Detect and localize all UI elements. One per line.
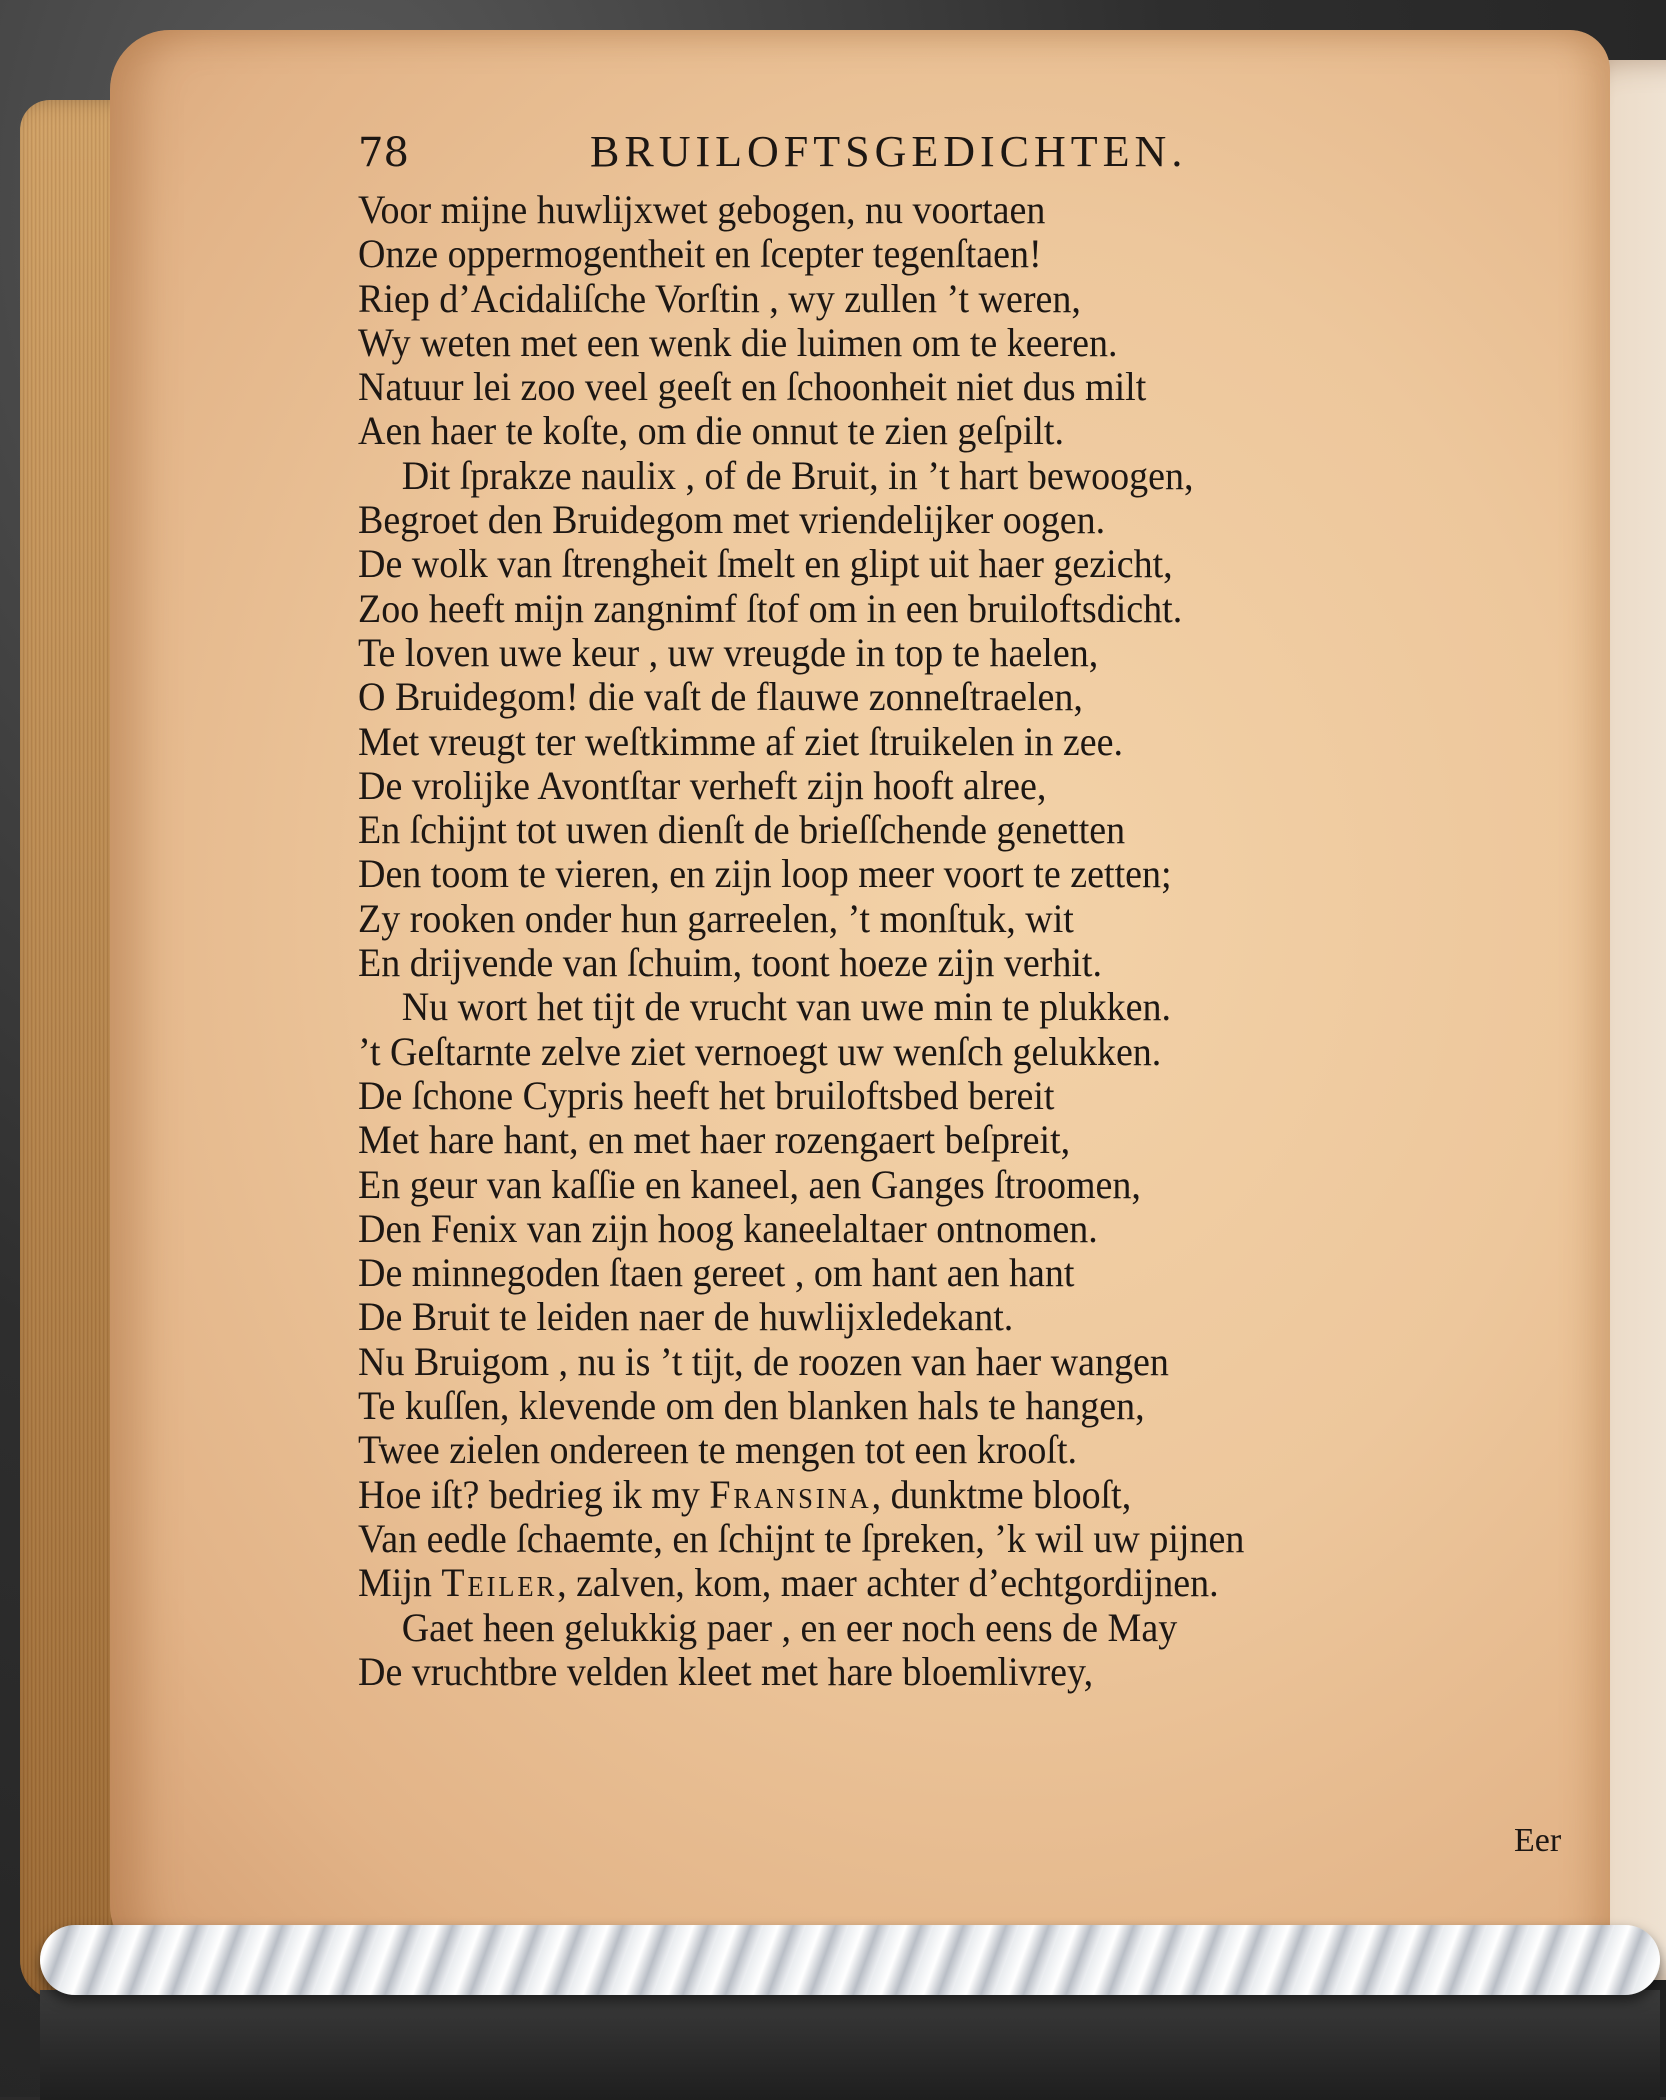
verse-line: Aen haer te koſte, om die onnut te zien geſpilt. [358,408,1064,454]
verse-line: Nu Bruigom , nu is ’t tijt, de roozen van haer wangen [358,1338,1169,1384]
verse-line: O Bruidegom! die vaſt de flauwe zonneſtraelen, [358,674,1083,720]
verse-line: Onze oppermogentheit en ſcepter tegenſtaen! [358,231,1042,277]
page-header [358,126,1558,184]
running-title: BRUILOFTSGEDICHTEN. [590,127,1188,176]
verse-text: , zalven, kom, maer achter d’echtgordijnen. [557,1560,1219,1606]
verse-line: En geur van kaſſie en kaneel, aen Ganges ſtroomen, [358,1161,1141,1207]
verse-line: Met hare hant, en met haer rozengaert beſpreit, [358,1117,1071,1163]
verse-line: Met vreugt ter weſtkimme af ziet ſtruikelen in zee. [358,718,1123,764]
page-text [358,126,1558,1694]
page-number: 78 [358,130,409,176]
verse-line: ’t Geſtarnte zelve ziet vernoegt uw wenſch gelukken. [358,1028,1162,1074]
verse-text: Mijn [358,1560,442,1606]
verse-line: Den toom te vieren, en zijn loop meer voort te zetten; [358,851,1172,897]
verse-line: Dit ſprakze naulix , of de Bruit, in ’t hart bewoogen, [401,452,1194,498]
verse-line: Te kuſſen, klevende om den blanken hals te hangen, [358,1383,1145,1429]
verse-line: De vruchtbre velden kleet met hare bloemlivrey, [358,1648,1094,1694]
cord-shadow [40,1990,1660,2100]
verse-line: Natuur lei zoo veel geeſt en ſchoonheit niet dus milt [358,364,1147,410]
verse-line [358,1473,1498,1517]
catchword: Eer [1514,1822,1562,1859]
verse-line: De vrolijke Avontſtar verheft zijn hooft alree, [358,762,1047,808]
verse-line: De Bruit te leiden naer de huwlijxledekant. [358,1294,1014,1340]
verse-line: Voor mijne huwlijxwet gebogen, nu voortaen [358,187,1046,232]
verse-line: Zy rooken onder hun garreelen, ’t monſtuk, wit [358,895,1074,941]
verse-text: Hoe iſt? bedrieg ik my [358,1471,710,1517]
verse-line: Nu wort het tijt de vrucht van uwe min te plukken. [401,984,1172,1030]
verse-line [358,1561,1498,1605]
verse-line: Wy weten met een wenk die luimen om te keeren. [358,319,1118,365]
verse-line: En drijvende van ſchuim, toont hoeze zijn verhit. [358,940,1102,986]
verse-line: Den Fenix van zijn hoog kaneelaltaer ontnomen. [358,1205,1098,1251]
verse-line: Gaet heen gelukkig paer , en eer noch eens de May [401,1604,1178,1650]
verse-line: Zoo heeft mijn zangnimf ſtof om in een bruiloftsdicht. [358,585,1183,631]
binding-cord [40,1925,1660,1995]
person-name: Fransina [709,1471,872,1517]
verse-line: Riep d’Acidaliſche Vorſtin , wy zullen ’t weren, [358,275,1081,321]
verse-line: De minnegoden ſtaen gereet , om hant aen hant [358,1250,1075,1296]
verse-line: De ſchone Cypris heeft het bruiloftsbed bereit [358,1072,1055,1118]
verse-line: Twee zielen ondereen te mengen tot een krooſt. [358,1427,1078,1473]
person-name: Teiler [441,1560,558,1606]
verse-line: De wolk van ſtrengheit ſmelt en glipt uit haer gezicht, [358,541,1173,587]
verse-line: Van eedle ſchaemte, en ſchijnt te ſpreken, ’k wil uw pijnen [358,1515,1245,1561]
verse-line: Begroet den Bruidegom met vriendelijker oogen. [358,497,1106,543]
verse-text: , dunktme blooſt, [871,1471,1132,1517]
verse-line: En ſchijnt tot uwen dienſt de brieſſchende genetten [358,807,1126,853]
verse-line: Te loven uwe keur , uw vreugde in top te haelen, [358,629,1099,675]
